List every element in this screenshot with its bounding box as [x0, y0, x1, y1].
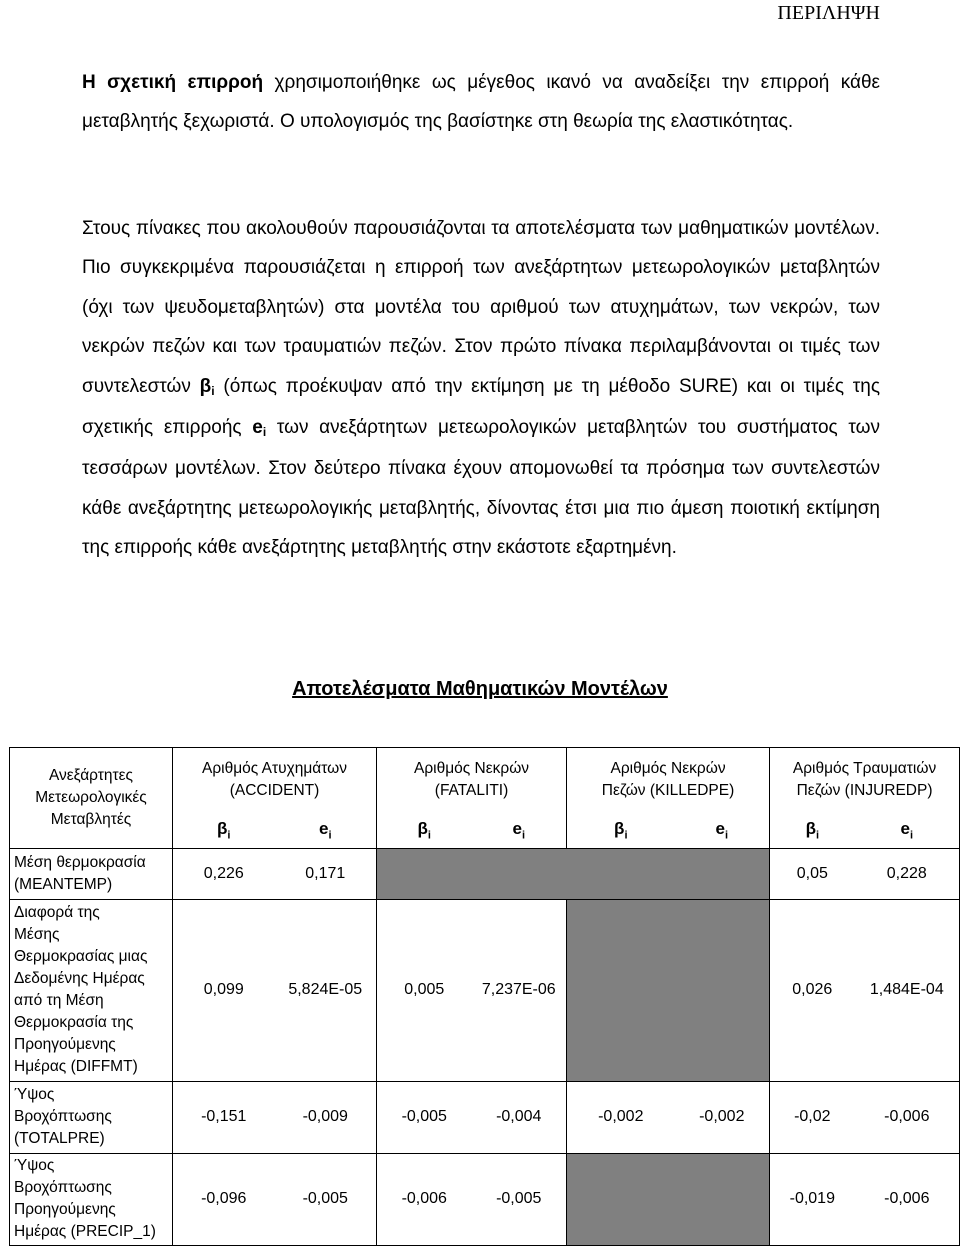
- table-cell-shaded: [567, 1153, 770, 1245]
- table-cell: -0,004: [472, 1081, 567, 1153]
- table-cell: 5,824E-05: [275, 899, 377, 1081]
- bold-lead: Η σχετική επιρροή: [82, 72, 264, 93]
- table-cell: 1,484E-04: [855, 899, 960, 1081]
- results-table: [9, 747, 960, 1246]
- table-row: [10, 899, 960, 1081]
- row-label-totalpre: Ύψος Βροχόπτωσης (TOTALPRE): [10, 1081, 173, 1153]
- row-label-precip1: Ύψος Βροχόπτωσης Προηγούμενης Ημέρας (PRECIP_1): [10, 1153, 173, 1245]
- header-killedpe: Αριθμός Νεκρών Πεζών (KILLEDPE): [567, 748, 770, 813]
- e-symbol: $e_i$: [252, 417, 267, 440]
- table-cell: -0,006: [377, 1153, 472, 1245]
- table-cell: -0,002: [567, 1081, 675, 1153]
- paragraph1-text: χρησιμοποιήθηκε ως μέγεθος ικανό να αναδείξει την επιρροή κάθε μεταβλητής ξεχωριστά. Ο υπολογισμός της βασίστηκε στη θεωρία της ελαστικότητας.: [82, 72, 880, 133]
- paragraph2-part2: (όπως προέκυψαν από την εκτίμηση με τη μέθοδο SURE) και οι τιμές της σχετικής επιρροής: [82, 375, 880, 439]
- table-cell: 0,005: [377, 899, 472, 1081]
- table-cell: 0,171: [275, 848, 377, 899]
- e-header: $e_i$: [855, 813, 960, 849]
- table-cell: 7,237E-06: [472, 899, 567, 1081]
- table-cell: 0,099: [173, 899, 275, 1081]
- table-cell: -0,005: [275, 1153, 377, 1245]
- beta-header: $\beta_i$: [377, 813, 472, 849]
- section-title: Αποτελέσματα Μαθηματικών Μοντέλων: [292, 678, 668, 700]
- table-cell: -0,019: [770, 1153, 855, 1245]
- beta-header: $\beta_i$: [567, 813, 675, 849]
- page-header: ΠΕΡΙΛΗΨΗ: [777, 2, 880, 24]
- e-header: $e_i$: [275, 813, 377, 849]
- table-row: [10, 848, 960, 899]
- header-injuredp: Αριθμός Τραυματιών Πεζών (INJUREDP): [770, 748, 960, 813]
- row-label-meantemp: Μέση θερμοκρασία (MEANTEMP): [10, 848, 173, 899]
- table-cell: -0,006: [855, 1081, 960, 1153]
- header-fataliti: Αριθμός Νεκρών (FATALITI): [377, 748, 567, 813]
- table-cell: -0,005: [472, 1153, 567, 1245]
- table-row: [10, 1153, 960, 1245]
- table-cell: -0,006: [855, 1153, 960, 1245]
- table-cell: -0,009: [275, 1081, 377, 1153]
- table-cell: -0,005: [377, 1081, 472, 1153]
- header-accident: Αριθμός Ατυχημάτων (ACCIDENT): [173, 748, 377, 813]
- beta-header: $\beta_i$: [770, 813, 855, 849]
- table-cell: 0,226: [173, 848, 275, 899]
- table-cell: -0,096: [173, 1153, 275, 1245]
- beta-header: $\beta_i$: [173, 813, 275, 849]
- e-header: $e_i$: [675, 813, 770, 849]
- header-independent-variables: Ανεξάρτητες Μετεωρολογικές Μεταβλητές: [10, 748, 173, 849]
- table-cell: 0,026: [770, 899, 855, 1081]
- paragraph-results-description: [82, 209, 880, 568]
- table-cell: 0,228: [855, 848, 960, 899]
- table-cell: 0,05: [770, 848, 855, 899]
- e-header: $e_i$: [472, 813, 567, 849]
- paragraph2-part3: των ανεξάρτητων μετεωρολογικών μεταβλητών του συστήματος των τεσσάρων μοντέλων. Στον δεύτερο πίνακα έχουν απομονωθεί τα πρόσημα των συντελεστών κάθε ανεξάρτητης μετεωρολογικής μεταβλητής, δίνοντας έτσι μια πιο άμεση ποιοτική εκτίμηση της επιρροής κάθε ανεξάρτητης μεταβλητής στην εκάστοτε εξαρτημένη.: [82, 417, 880, 559]
- paragraph-relative-influence: [82, 63, 880, 142]
- table-cell: -0,002: [675, 1081, 770, 1153]
- table-cell: -0,02: [770, 1081, 855, 1153]
- beta-symbol: $\beta_i$: [199, 375, 215, 398]
- table-cell-shaded: [567, 899, 770, 1081]
- paragraph2-part1: Στους πίνακες που ακολουθούν παρουσιάζονται τα αποτελέσματα των μαθηματικών μοντέλων. Πιο συγκεκριμένα παρουσιάζεται η επιρροή των ανεξάρτητων μετεωρολογικών μεταβλητών (όχι των ψευδομεταβλητών) στα μοντέλα του αριθμού των ατυχημάτων, των νεκρών, των νεκρών πεζών και των τραυματιών πεζών. Στον πρώτο πίνακα περιλαμβάνονται οι τιμές των συντελεστών: [82, 218, 880, 397]
- table-cell-shaded: [377, 848, 770, 899]
- table-row: [10, 1081, 960, 1153]
- table-cell: -0,151: [173, 1081, 275, 1153]
- row-label-diffmt: Διαφορά της Μέσης Θερμοκρασίας μιας Δεδομένης Ημέρας από τη Μέση Θερμοκρασία της Προηγούμενης Ημέρας (DIFFMT): [10, 899, 173, 1081]
